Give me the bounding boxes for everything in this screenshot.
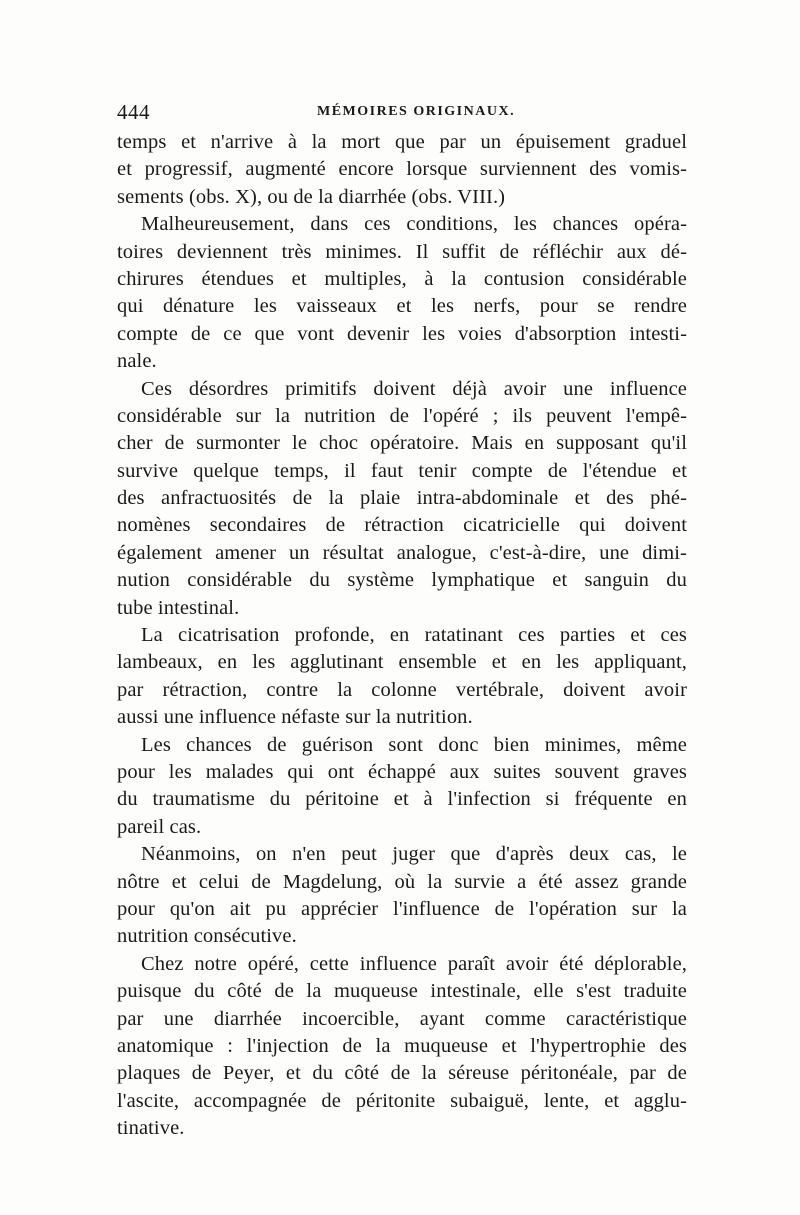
text-line: pour les malades qui ont échappé aux suites souvent graves <box>117 760 687 783</box>
text-line: nale. <box>117 350 157 373</box>
text-line: toires deviennent très minimes. Il suffit de réfléchir aux dé- <box>117 240 687 263</box>
text-line: l'ascite, accompagnée de péritonite subaiguë, lente, et agglu- <box>117 1089 687 1112</box>
body-text <box>117 129 687 1142</box>
text-line: par rétraction, contre la colonne vertébrale, doivent avoir <box>117 678 687 701</box>
text-line: aussi une influence néfaste sur la nutrition. <box>117 706 473 729</box>
text-line: tube intestinal. <box>117 596 240 619</box>
text-line: considérable sur la nutrition de l'opéré ; ils peuvent l'empê- <box>117 404 687 427</box>
text-line: lambeaux, en les agglutinant ensemble et en les appliquant, <box>117 651 687 674</box>
text-line: tinative. <box>117 1117 185 1140</box>
page-number: 444 <box>117 100 150 124</box>
text-line: nomènes secondaires de rétraction cicatricielle qui doivent <box>117 514 687 537</box>
text-line: par une diarrhée incoercible, ayant comme caractéristique <box>117 1007 687 1030</box>
text-line: anatomique : l'injection de la muqueuse et l'hypertrophie des <box>117 1034 687 1057</box>
paragraph <box>117 622 687 732</box>
text-line: également amener un résultat analogue, c'est-à-dire, une dimi- <box>117 541 687 564</box>
text-line: La cicatrisation profonde, en ratatinant ces parties et ces <box>141 624 687 647</box>
text-line: puisque du côté de la muqueuse intestinale, elle s'est traduite <box>117 980 687 1003</box>
text-line: qui dénature les vaisseaux et les nerfs, pour se rendre <box>117 295 687 318</box>
text-line: du traumatisme du péritoine et à l'infection si fréquente en <box>117 788 687 811</box>
text-line: sements (obs. X), ou de la diarrhée (obs. VIII.) <box>117 185 506 208</box>
text-line: chirures étendues et multiples, à la contusion considérable <box>117 267 687 290</box>
text-line: des anfractuosités de la plaie intra-abdominale et des phé- <box>117 487 687 510</box>
text-line: survive quelque temps, il faut tenir compte de l'étendue et <box>117 459 687 482</box>
text-line: nôtre et celui de Magdelung, où la survie a été assez grande <box>117 870 687 893</box>
text-line: et progressif, augmenté encore lorsque surviennent des vomis- <box>117 158 687 181</box>
running-head <box>117 100 687 126</box>
text-line: temps et n'arrive à la mort que par un épuisement graduel <box>117 131 687 153</box>
paragraph <box>117 376 687 623</box>
text-line: nution considérable du système lymphatique et sanguin du <box>117 569 687 592</box>
text-line: compte de ce que vont devenir les voies d'absorption intesti- <box>117 322 687 345</box>
text-line: nutrition consécutive. <box>117 925 297 948</box>
paragraph <box>117 732 687 842</box>
paragraph <box>117 841 687 951</box>
paragraph <box>117 951 687 1143</box>
text-line: pour qu'on ait pu apprécier l'influence de l'opération sur la <box>117 897 687 920</box>
paragraph <box>117 211 687 375</box>
text-line: Malheureusement, dans ces conditions, les chances opéra- <box>141 213 687 236</box>
text-line: pareil cas. <box>117 815 202 838</box>
text-line: Chez notre opéré, cette influence paraît avoir été déplorable, <box>141 952 687 975</box>
text-line: cher de surmonter le choc opératoire. Mais en supposant qu'il <box>117 432 687 455</box>
running-title: MÉMOIRES ORIGINAUX. <box>317 104 516 119</box>
text-line: Les chances de guérison sont donc bien minimes, même <box>141 733 687 756</box>
text-line: plaques de Peyer, et du côté de la séreuse péritonéale, par de <box>117 1062 687 1085</box>
text-line: Ces désordres primitifs doivent déjà avoir une influence <box>141 377 687 400</box>
paragraph <box>117 129 687 211</box>
text-line: Néanmoins, on n'en peut juger que d'après deux cas, le <box>141 843 687 866</box>
